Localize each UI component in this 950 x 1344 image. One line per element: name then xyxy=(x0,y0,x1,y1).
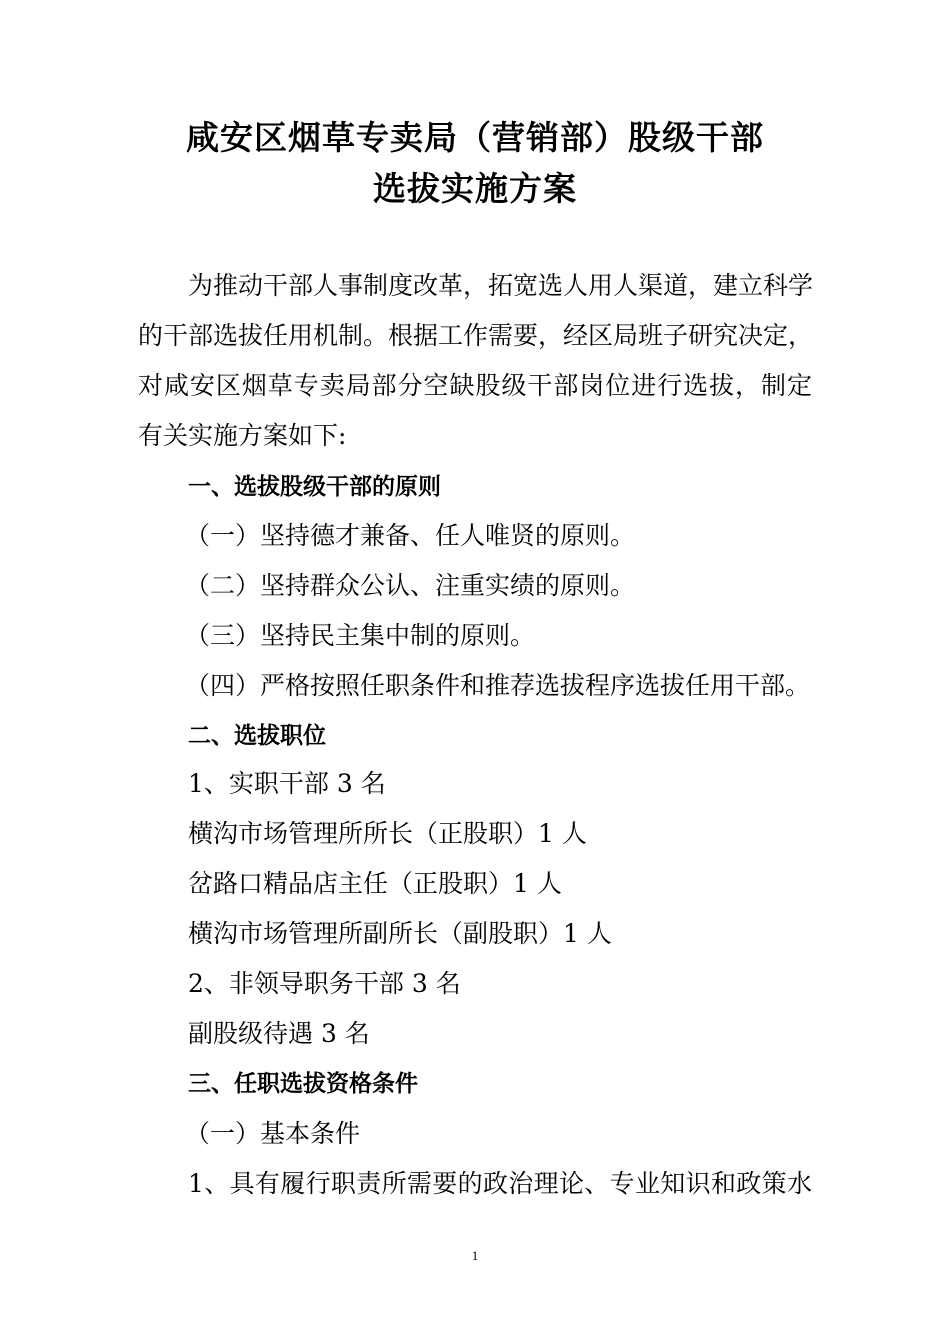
principle-item: （二）坚持群众公认、注重实绩的原则。 xyxy=(185,571,636,600)
page-number: 1 xyxy=(471,1248,479,1263)
section-heading-principles: 一、选拔股级干部的原则 xyxy=(188,474,441,500)
position-line: 横沟市场管理所副所长（副股职）1 人 xyxy=(188,919,612,948)
qualification-item: 1、具有履行职责所需要的政治理论、专业知识和政策水 xyxy=(188,1169,812,1198)
principle-item: （四）严格按照任职条件和推荐选拔程序选拔任用干部。 xyxy=(185,671,811,700)
position-line: 1、实职干部 3 名 xyxy=(188,769,386,798)
position-line: 岔路口精品店主任（正股职）1 人 xyxy=(188,869,562,898)
intro-paragraph-line: 为推动干部人事制度改革，拓宽选人用人渠道，建立科学 xyxy=(188,271,814,300)
principle-item: （一）坚持德才兼备、任人唯贤的原则。 xyxy=(185,521,636,550)
position-line: 2、非领导职务干部 3 名 xyxy=(188,969,461,998)
section-heading-positions: 二、选拔职位 xyxy=(188,723,326,749)
document-title-line2: 选拔实施方案 xyxy=(373,169,577,208)
position-line: 横沟市场管理所所长（正股职）1 人 xyxy=(188,819,587,848)
intro-paragraph-line: 的干部选拔任用机制。根据工作需要，经区局班子研究决定， xyxy=(138,321,814,350)
intro-paragraph-line: 对咸安区烟草专卖局部分空缺股级干部岗位进行选拔，制定 xyxy=(138,371,812,400)
section-heading-qualifications: 三、任职选拔资格条件 xyxy=(188,1071,418,1097)
position-line: 副股级待遇 3 名 xyxy=(188,1019,370,1048)
subsection-heading: （一）基本条件 xyxy=(185,1119,361,1148)
principle-item: （三）坚持民主集中制的原则。 xyxy=(185,621,536,650)
intro-paragraph-line: 有关实施方案如下: xyxy=(138,421,347,450)
document-title: 咸安区烟草专卖局（营销部）股级干部 xyxy=(186,118,764,157)
